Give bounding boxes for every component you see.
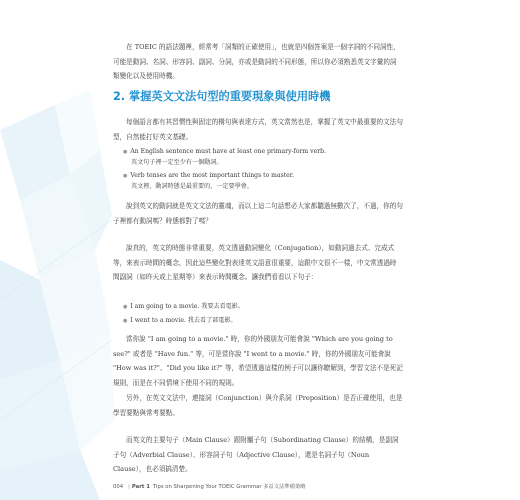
bullet-icon: ● <box>123 149 128 155</box>
example-text: I am going to a movie. 我要去看電影。 <box>130 303 244 310</box>
bullet-icon: ● <box>123 173 128 179</box>
paragraph-verbs: 說到英文的動詞就是英文文法的靈魂，而以上這二句話想必大家都聽過無數次了，不過，你的句子裡都有動詞嗎？時態都對了嗎？ <box>113 202 403 225</box>
bullet-icon: ● <box>123 317 128 324</box>
example-list-1 <box>123 147 403 195</box>
example-item <box>123 302 403 313</box>
example-item <box>123 147 403 168</box>
example-english: An English sentence must have at least one primary-form verb. <box>130 148 326 155</box>
footer-title: Tips on Sharpening Your TOEIC Grammar 多益文法準備策略 <box>152 484 306 490</box>
paragraph-clauses: 而英文的主要句子（Main Clause）跟附屬子句（Subordinating Clause）的結構，是副詞子句（Adverbial Clause）、形容詞子句（Adjective Clause），還是名詞子句（Noun Clause），也必須搞清楚。 <box>113 436 399 473</box>
intro-paragraph: 在 TOEIC 的語法題裡，經常考「詞類的正確使用」，也就是四個答案是一個字詞的不同詞性，可能是動詞、名詞、形容詞、副詞、分詞，亦或是動詞的不同形態，所以你必須熟悉英文字彙的詞類變化以及使用時機。 <box>113 43 400 80</box>
page-footer <box>113 482 306 490</box>
section-title: 掌握英文文法句型的重要現象與使用時機 <box>129 90 331 103</box>
section-heading <box>113 88 413 104</box>
example-chinese: 英文句子裡一定至少有一個動詞。 <box>131 158 223 166</box>
paragraph-grammar-patterns: 每個語言都有其習慣性與固定的構句與表達方式，英文當然也是，掌握了英文中最重要的文法句型，自然能打好英文基礎。 <box>113 118 403 141</box>
example-list-2 <box>123 302 403 329</box>
example-text: I went to a movie. 我去看了部電影。 <box>130 316 237 324</box>
example-chinese: 英文裡，動詞時態是最重要的，一定要學會。 <box>131 182 253 190</box>
paragraph-tenses: 說真的，英文的時態非常重要，英文透過動詞變化（Conjugation），如動詞過去式、完成式等，來表示時間的概念，因此這些變化對表達英文語意很重要，這跟中文很不一樣，中文常透過時間副詞（如昨天或上星期等）來表示時間概念。讓我們看看以下句子： <box>113 244 397 281</box>
example-english: Verb tenses are the most important things to master. <box>130 172 294 179</box>
section-number: 2. <box>113 90 126 103</box>
bullet-icon: ● <box>123 304 128 310</box>
paragraph-context: 當你說 "I am going to a movie." 時，你的外國朋友可能會說 "Which are you going to see?" 或者是 "Have fun." 等，可是當你說 "I went to a movie." 時，你的外國朋友可能會說 "How was it?"、"Did you like it?" 等，希望透過這樣的例子可以讓你瞭解到，學習文法不是死記規則，而是在不同情境下使用不同的規則。 <box>113 335 403 387</box>
paragraph-conjunctions: 另外，在英文文法中，連接詞（Conjunction）與介系詞（Preposition）是否正確使用，也是學習要點與常考要點。 <box>113 394 403 417</box>
footer-separator: | <box>128 484 130 490</box>
example-item <box>123 316 403 327</box>
footer-part: Part 1 <box>131 484 150 490</box>
example-item <box>123 171 403 192</box>
page-number: 004 <box>113 484 124 490</box>
